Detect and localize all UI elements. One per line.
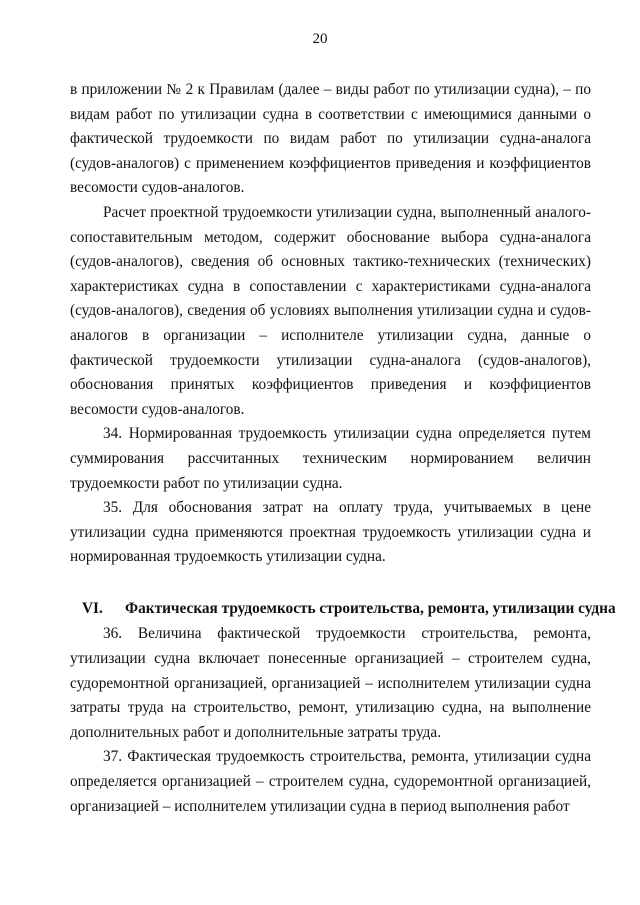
paragraph-34: 34. Нормированная трудоемкость утилизации судна определяется путем суммирования рассчитанных техническим нормированием величин трудоемкости работ по утилизации судна. bbox=[70, 425, 591, 492]
document-body bbox=[70, 78, 616, 819]
section-heading bbox=[70, 597, 616, 622]
section-title: Фактическая трудоемкость строительства, ремонта, утилизации судна bbox=[125, 599, 616, 617]
section-number: VI. bbox=[82, 599, 103, 617]
paragraph-analog-calculation: Расчет проектной трудоемкости утилизации судна, выполненный аналого-сопоставительным методом, содержит обоснование выбора судна-аналога (судов-аналогов), сведения об основных тактико-технических (технических) характеристиках судна в сопоставлении с характеристиками судна-аналога (судов-аналогов), сведения об условиях выполнения утилизации судна и судов-аналогов в организации – исполнителе утилизации судна, данные о фактической трудоемкости утилизации судна-аналога (судов-аналогов), обоснования принятых коэффициентов приведения и коэффициентов весомости судов-аналогов. bbox=[70, 203, 591, 418]
paragraph-37: 37. Фактическая трудоемкость строительства, ремонта, утилизации судна определяется организацией – строителем судна, судоремонтной организацией, организацией – исполнителем утилизации судна в период выполнения работ bbox=[70, 748, 591, 815]
page-number: 20 bbox=[312, 31, 328, 47]
paragraph-continuation: в приложении № 2 к Правилам (далее – виды работ по утилизации судна), – по видам работ по утилизации судна в соответствии с имеющимися данными о фактической трудоемкости по видам работ по утилизации судна-аналога (судов-аналогов) с применением коэффициентов приведения и коэффициентов весомости судов-аналогов. bbox=[70, 81, 591, 197]
paragraph-35: 35. Для обоснования затрат на оплату труда, учитываемых в цене утилизации судна применяются проектная трудоемкость утилизации судна и нормированная трудоемкость утилизации судна. bbox=[70, 499, 591, 566]
paragraph-36: 36. Величина фактической трудоемкости строительства, ремонта, утилизации судна включает понесенные организацией – строителем судна, судоремонтной организацией, организацией – исполнителем утилизации судна затраты труда на строительство, ремонт, утилизацию судна, на выполнение дополнительных работ и дополнительные затраты труда. bbox=[70, 625, 591, 741]
